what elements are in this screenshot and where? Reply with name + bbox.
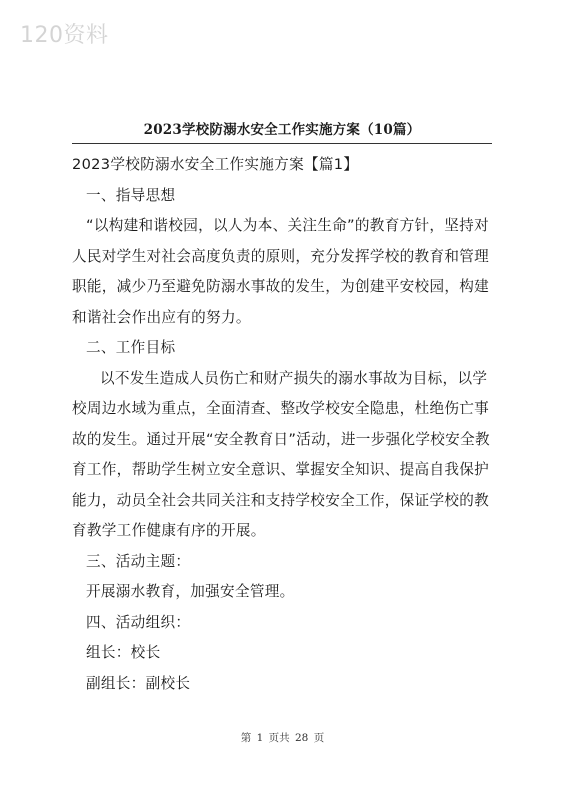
section1-heading: 一、指导思想 <box>86 186 176 204</box>
document-body <box>72 150 492 699</box>
section3-heading: 三、活动主题： <box>86 552 191 570</box>
section2-body: 以不发生造成人员伤亡和财产损失的溺水事故为目标，以学校周边水域为重点，全面清查、整改学校安全隐患，杜绝伤亡事故的发生。通过开展“安全教育日”活动，进一步强化学校安全教育工作，帮助学生树立安全意识、掌握安全知识、提高自我保护能力，动员全社会共同关注和支持学校安全工作，保证学校的教育教学工作健康有序的开展。 <box>72 369 490 539</box>
section4-leader: 组长：校长 <box>86 644 161 661</box>
watermark: 120资料 <box>20 23 109 48</box>
title-divider <box>72 143 492 144</box>
section3-body: 开展溺水教育，加强安全管理。 <box>86 583 295 600</box>
section4-deputy: 副组长：副校长 <box>86 674 191 692</box>
section1-body: “以构建和谐校园，以人为本、关注生命”的教育方针，坚持对人民对学生对社会高度负责的原则，充分发挥学校的教育和管理职能，减少乃至避免防溺水事故的发生，为创建平安校园，构建和谐社会作出应有的努力。 <box>72 217 490 326</box>
page-footer: 第 1 页共 28 页 <box>240 732 325 744</box>
section4-heading: 四、活动组织： <box>86 613 191 631</box>
document-title: 2023学校防溺水安全工作实施方案（10篇） <box>143 122 421 138</box>
section-subtitle: 2023学校防溺水安全工作实施方案【篇1】 <box>72 156 359 173</box>
section2-heading: 二、工作目标 <box>86 339 176 356</box>
